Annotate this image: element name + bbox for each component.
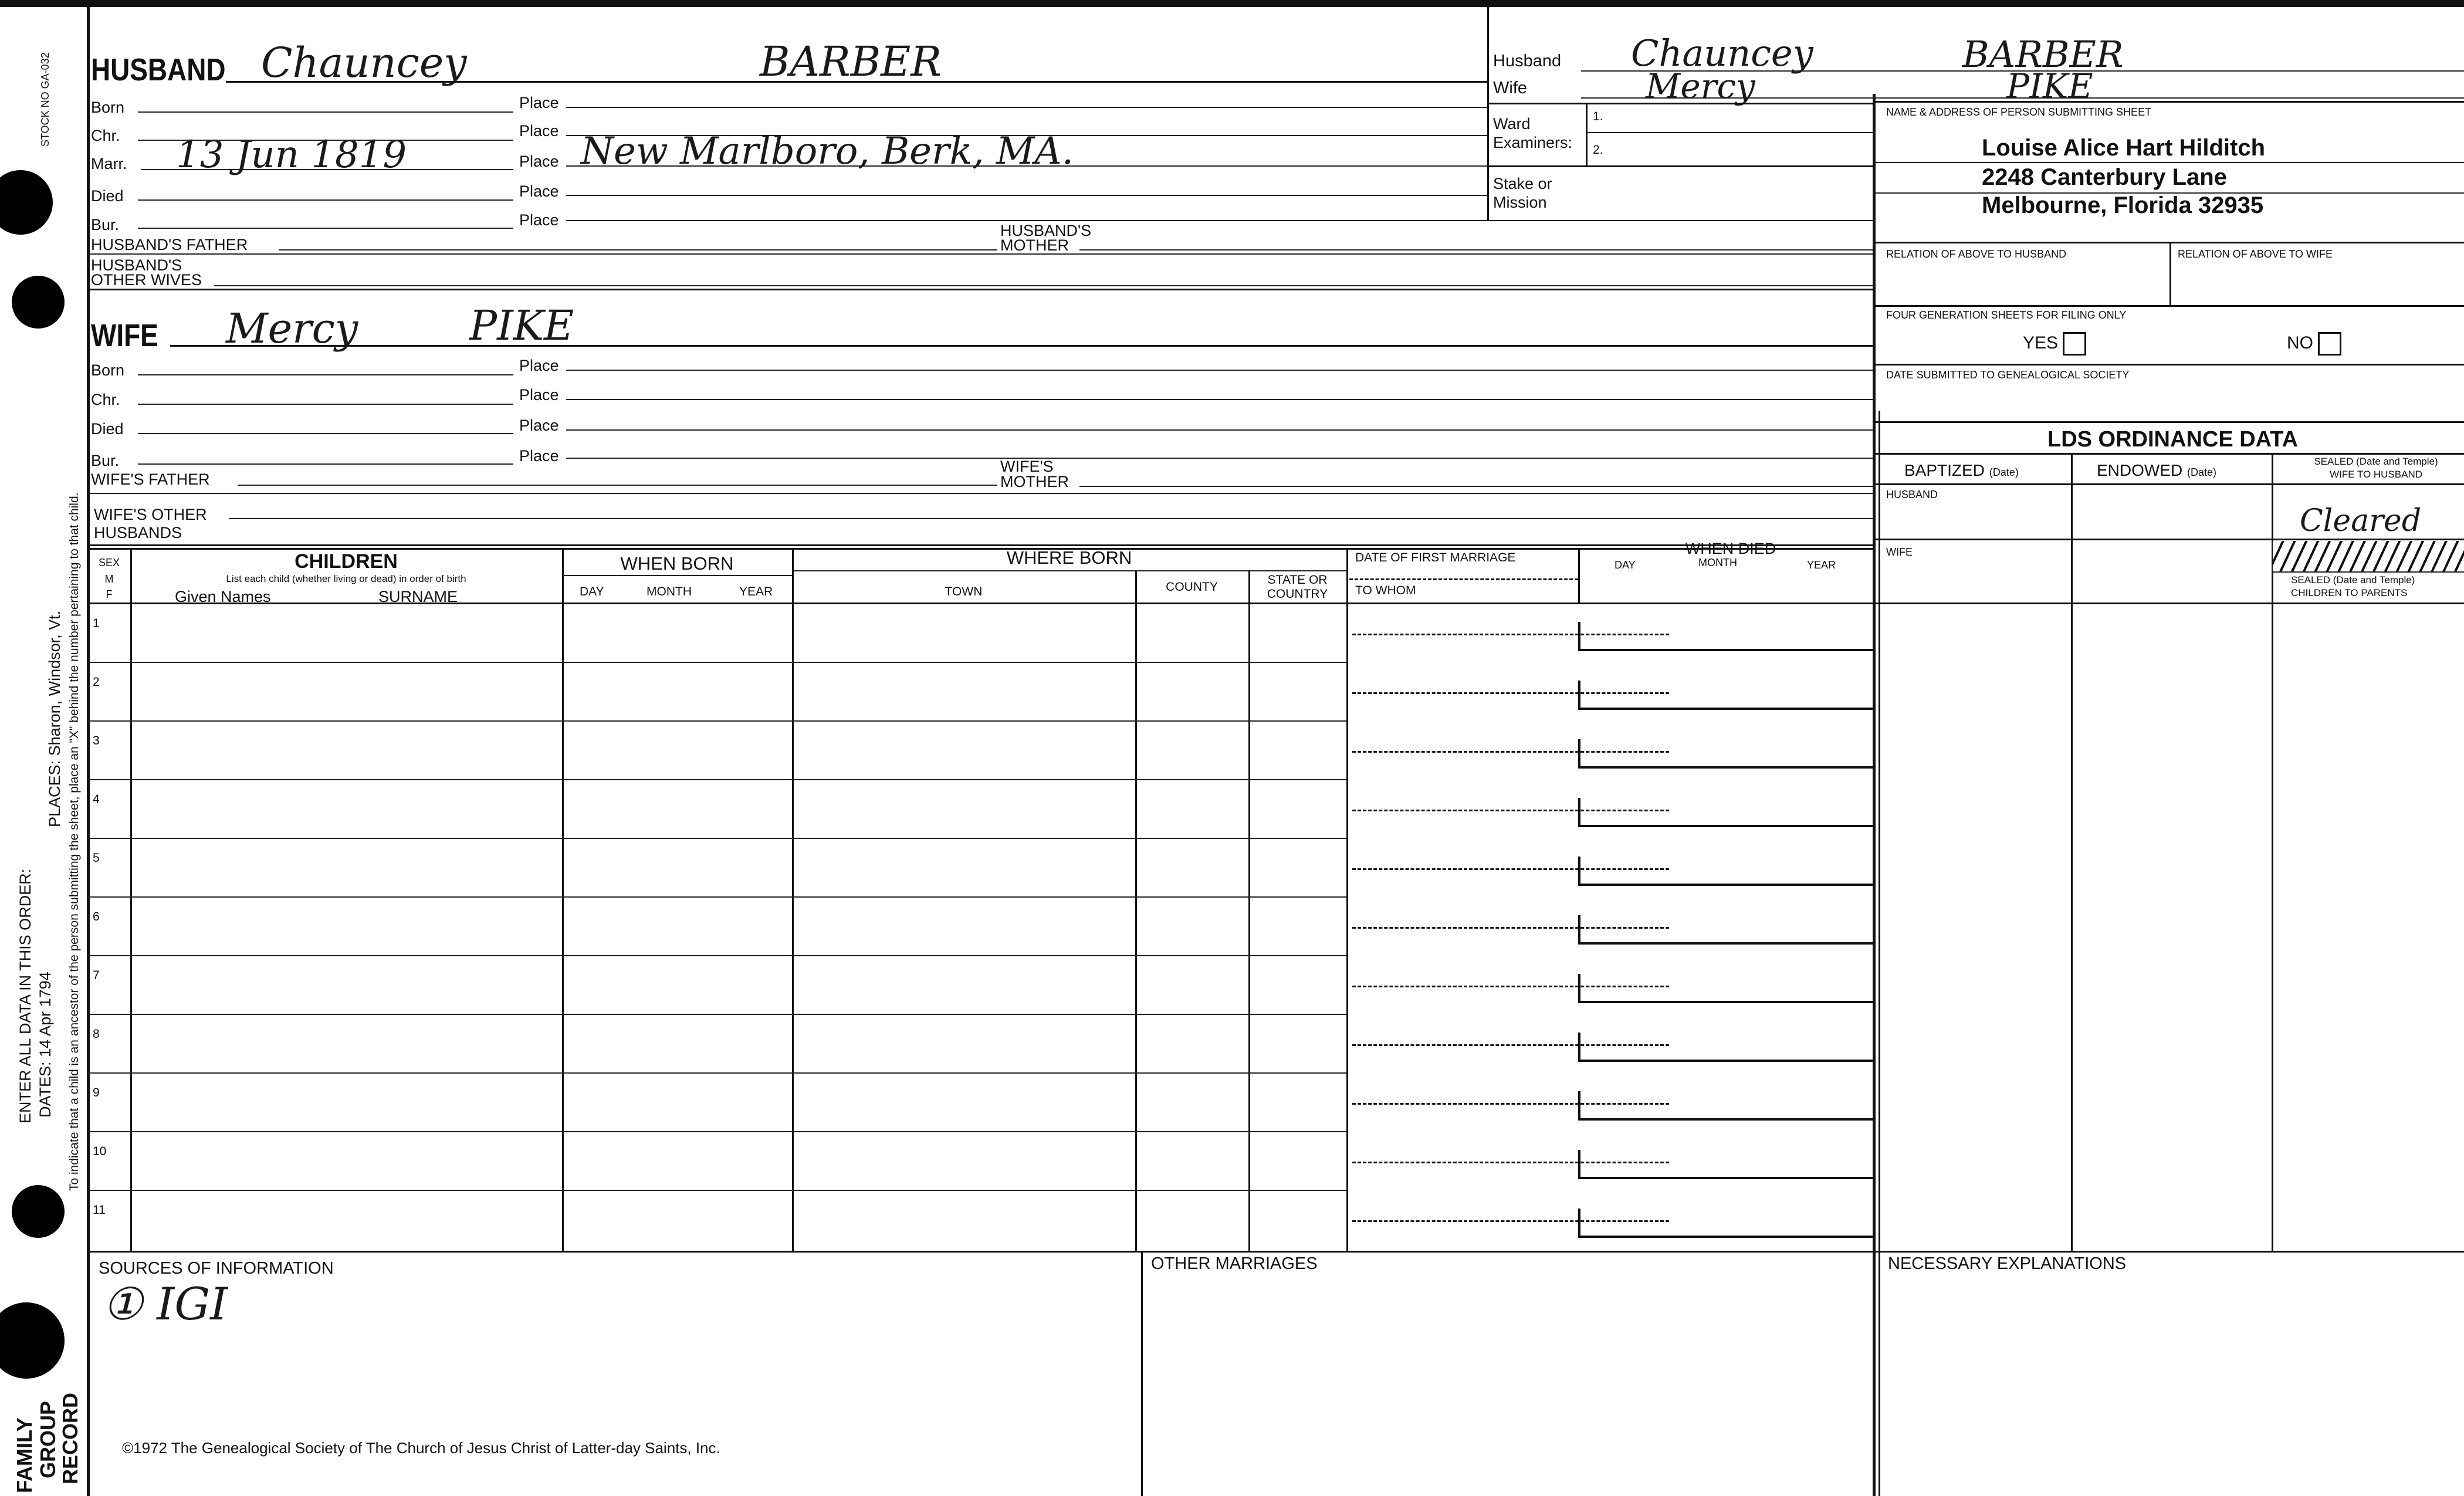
husband-born-label: Born: [91, 99, 125, 116]
wife-name-line: [170, 345, 1873, 347]
to-whom-header: TO WHOM: [1355, 584, 1416, 597]
wife-chr-place-label: Place: [519, 386, 559, 404]
husband-other-wives-line: [214, 285, 1873, 286]
county-header: COUNTY: [1166, 580, 1218, 594]
lds-hatched-area: [2273, 541, 2464, 571]
right-wife-label: Wife: [1493, 79, 1527, 97]
died-bracket: [1578, 857, 1874, 886]
stock-number: STOCK NO GA-032: [39, 52, 51, 147]
table-row[interactable]: [88, 722, 1873, 780]
copyright-text: ©1972 The Genealogical Society of The Church of Jesus Christ of Latter-day Saints, Inc.: [122, 1439, 720, 1457]
died-bracket: [1578, 681, 1874, 710]
sex-header-3: F: [106, 588, 113, 600]
table-row[interactable]: [88, 1015, 1873, 1074]
where-born-header: WHERE BORN: [1006, 547, 1132, 568]
lds-header-line: [1874, 483, 2464, 485]
husband-block-bottom: [88, 289, 1873, 290]
children-table-bottom: [88, 1251, 2464, 1253]
wife-given-name[interactable]: Mercy: [226, 304, 358, 353]
child-row-number: 6: [93, 910, 100, 923]
stake-label-2: Mission: [1493, 194, 1547, 211]
where-born-sub-line: [793, 570, 1346, 571]
no-checkbox[interactable]: [2318, 332, 2341, 356]
surname-header: SURNAME: [378, 588, 458, 605]
husband-born-place-label: Place: [519, 94, 559, 111]
town-header: TOWN: [945, 585, 983, 598]
wife-other-husbands-top-line: [88, 493, 1873, 494]
child-row-number: 7: [93, 969, 100, 982]
child-row-number: 2: [93, 675, 100, 689]
child-row-number: 4: [93, 793, 100, 806]
table-row[interactable]: [88, 839, 1873, 898]
lds-col-2: [2272, 453, 2273, 1251]
lds-endowed-date: (Date): [2187, 466, 2217, 478]
when-born-sub-line: [563, 575, 792, 576]
lds-wife-label: WIFE: [1886, 546, 1913, 558]
date-submitted-label: DATE SUBMITTED TO GENEALOGICAL SOCIETY: [1886, 369, 2130, 381]
submitter-label: NAME & ADDRESS OF PERSON SUBMITTING SHEET: [1886, 106, 2152, 118]
wife-bur-place-label: Place: [519, 447, 559, 465]
wife-chr-label: Chr.: [91, 391, 120, 408]
wife-died-label: Died: [91, 420, 124, 438]
binder-hole-1: [0, 170, 53, 235]
husband-marr-date[interactable]: 13 Jun 1819: [176, 133, 407, 177]
record-title-2: GROUP: [36, 1400, 60, 1478]
lds-col-1: [2071, 453, 2073, 1251]
examiner-2: 2.: [1593, 143, 1603, 157]
no-label: NO: [2287, 333, 2313, 353]
lds-husband-label: HUSBAND: [1886, 489, 1938, 500]
husband-died-place-label: Place: [519, 182, 559, 200]
stake-label-1: Stake or: [1493, 175, 1552, 192]
child-row-number: 3: [93, 734, 100, 747]
husband-label: HUSBAND: [91, 52, 226, 87]
child-row-number: 5: [93, 851, 100, 865]
wife-other-husbands-label-1: WIFE'S OTHER: [94, 506, 207, 523]
husband-father-label: HUSBAND'S FATHER: [91, 236, 248, 253]
lds-baptized-label: BAPTIZED: [1904, 461, 1985, 479]
wife-born-place-line: [566, 370, 1873, 371]
lds-sealed-children-2: CHILDREN TO PARENTS: [2291, 587, 2408, 598]
four-gen-bottom-line: [1874, 364, 2464, 365]
died-day-header: DAY: [1615, 559, 1636, 571]
died-bracket: [1578, 1209, 1874, 1238]
wife-bur-place-line: [566, 458, 1873, 459]
right-wife-surname[interactable]: PIKE: [2006, 66, 2093, 106]
table-row[interactable]: [88, 1074, 1873, 1132]
state-header-2: COUNTRY: [1267, 587, 1328, 601]
died-month-header: MONTH: [1698, 557, 1737, 568]
wife-bur-line: [138, 463, 513, 465]
examiners-label: Examiners:: [1493, 134, 1573, 151]
husband-mother-line: [1079, 249, 1873, 251]
ward-top-line: [1489, 103, 1873, 104]
husband-bur-label: Bur.: [91, 216, 120, 233]
wife-died-place-label: Place: [519, 417, 559, 434]
lds-endowed-label: ENDOWED: [2097, 461, 2183, 479]
table-row[interactable]: [88, 663, 1873, 722]
died-bracket: [1578, 798, 1874, 827]
right-husband-label: Husband: [1493, 52, 1562, 70]
col-died-divider: [1578, 548, 1580, 603]
wife-born-place-label: Place: [519, 357, 559, 374]
lds-sealed-wife-2: WIFE TO HUSBAND: [2329, 469, 2423, 480]
husband-given-name[interactable]: Chauncey: [261, 39, 467, 87]
binder-hole-3: [12, 1185, 65, 1238]
died-bracket: [1578, 1150, 1874, 1179]
wife-other-husbands-label-2: HUSBANDS: [94, 524, 182, 541]
wife-other-husbands-line: [229, 518, 1873, 519]
table-row[interactable]: [88, 604, 1873, 663]
died-bracket: [1578, 622, 1874, 651]
lds-endowed-header: [2097, 462, 2216, 479]
husband-other-wives-label-1: HUSBAND'S: [91, 256, 182, 274]
sources-label: SOURCES OF INFORMATION: [99, 1259, 334, 1278]
wife-chr-place-line: [566, 399, 1873, 400]
ward-bottom-line: [1489, 165, 1873, 167]
yes-label: YES: [2023, 333, 2059, 353]
table-row[interactable]: [88, 780, 1873, 839]
submitter-street[interactable]: 2248 Canterbury Lane: [1982, 164, 2227, 190]
given-names-header: Given Names: [175, 588, 271, 605]
lds-baptized-header: [1904, 462, 2019, 479]
child-row-number: 8: [93, 1027, 100, 1041]
submitter-top-line: [1874, 101, 2464, 103]
wife-mother-line: [1079, 486, 1873, 487]
first-marriage-header: DATE OF FIRST MARRIAGE: [1355, 551, 1516, 564]
husband-chr-place-label: Place: [519, 122, 559, 140]
wife-bur-label: Bur.: [91, 452, 120, 469]
died-bracket: [1578, 915, 1874, 945]
enter-all-note: ENTER ALL DATA IN THIS ORDER:: [16, 868, 34, 1123]
husband-other-wives-top-line: [88, 253, 1873, 255]
table-row[interactable]: [88, 1132, 1873, 1191]
right-section-divider: [1873, 94, 1876, 1496]
explanations-label: NECESSARY EXPLANATIONS: [1888, 1254, 2127, 1273]
other-marriages-label: OTHER MARRIAGES: [1151, 1254, 1318, 1273]
wife-father-label: WIFE'S FATHER: [91, 471, 210, 488]
top-border: [0, 0, 2464, 7]
table-row[interactable]: [88, 1191, 1873, 1250]
sources-value[interactable]: ① IGI: [103, 1278, 228, 1330]
wife-born-line: [138, 374, 513, 375]
wife-block-bottom: [88, 544, 1873, 546]
bottom-divider: [1141, 1251, 1143, 1496]
husband-bur-line: [138, 228, 513, 229]
child-row-number: 10: [93, 1145, 107, 1158]
husband-chr-label: Chr.: [91, 127, 120, 144]
examiner-1-line: [1587, 132, 1873, 133]
yes-checkbox[interactable]: [2063, 332, 2086, 356]
husband-marr-place[interactable]: New Marlboro, Berk, MA.: [581, 130, 1074, 173]
lds-title-line: [1874, 453, 2464, 455]
record-title-3: RECORD: [58, 1392, 82, 1484]
died-bracket: [1578, 1033, 1874, 1062]
lds-sealed-children-1: SEALED (Date and Temple): [2291, 574, 2415, 585]
submitter-city[interactable]: Melbourne, Florida 32935: [1982, 192, 2264, 218]
lds-husband-bottom: [1874, 539, 2464, 540]
places-note: PLACES: Sharon, Windsor, Vt.: [46, 610, 63, 827]
right-husband-surname[interactable]: BARBER: [1962, 33, 2124, 76]
husband-died-place-line: [566, 195, 1487, 196]
no-option[interactable]: [2287, 332, 2341, 356]
husband-marr-label: Marr.: [91, 155, 127, 172]
died-bracket: [1578, 1091, 1874, 1121]
husband-bur-place-label: Place: [519, 211, 559, 229]
right-section-divider-2: [1879, 411, 1880, 1496]
date-submitted-bottom-line: [1874, 421, 2464, 423]
husband-father-line: [279, 249, 997, 251]
husband-mother-label-1: HUSBAND'S: [1000, 222, 1092, 239]
children-note: List each child (whether living or dead) in order of birth: [226, 573, 466, 584]
dates-note: DATES: 14 Apr 1794: [36, 972, 54, 1118]
state-header-1: STATE OR: [1267, 573, 1328, 587]
wife-mother-label-2: MOTHER: [1000, 473, 1069, 490]
wife-mother-label-1: WIFE'S: [1000, 458, 1054, 475]
wife-chr-line: [138, 404, 513, 405]
child-row-number: 11: [93, 1203, 106, 1217]
sex-header-1: SEX: [98, 557, 120, 568]
record-title-1: FAMILY: [12, 1417, 36, 1493]
husband-surname[interactable]: BARBER: [760, 38, 942, 86]
table-row[interactable]: [88, 898, 1873, 956]
born-month-header: MONTH: [647, 585, 692, 598]
husband-other-wives-label-2: OTHER WIVES: [91, 271, 202, 289]
wife-born-label: Born: [91, 361, 125, 379]
ward-label: Ward: [1493, 115, 1531, 133]
husband-born-line: [138, 111, 513, 113]
binder-hole-4: [0, 1302, 65, 1379]
right-husband-given[interactable]: Chauncey: [1631, 32, 1813, 75]
relation-wife-label: RELATION OF ABOVE TO WIFE: [2178, 248, 2333, 260]
husband-bur-place-line: [566, 220, 1873, 221]
died-bracket: [1578, 739, 1874, 769]
when-born-header: WHEN BORN: [620, 553, 734, 574]
child-row-number: 1: [93, 617, 100, 630]
lds-sealed-value[interactable]: Cleared: [2300, 503, 2422, 539]
died-bracket: [1578, 974, 1874, 1003]
child-row-number: 9: [93, 1086, 100, 1099]
husband-died-line: [138, 199, 513, 201]
died-year-header: YEAR: [1807, 559, 1836, 571]
table-row[interactable]: [88, 956, 1873, 1015]
yes-option[interactable]: [2023, 332, 2086, 356]
born-day-header: DAY: [580, 585, 604, 598]
header-divider: [1487, 7, 1489, 220]
wife-father-line: [238, 485, 997, 486]
submitter-name[interactable]: Louise Alice Hart Hilditch: [1982, 135, 2266, 161]
husband-died-label: Died: [91, 187, 124, 205]
wife-surname[interactable]: PIKE: [469, 302, 574, 350]
binder-hole-2: [12, 276, 65, 329]
lds-sealed-wife-1: SEALED (Date and Temple): [2314, 456, 2438, 467]
lds-title: LDS ORDINANCE DATA: [2047, 427, 2299, 452]
lds-hatch-bottom: [2273, 571, 2464, 573]
wife-label: WIFE: [91, 318, 158, 353]
child-ancestor-note: To indicate that a child is an ancestor of the person submitting the sheet, place an "X" behind the number pertaining to that child.: [67, 492, 81, 1191]
children-title: CHILDREN: [295, 550, 398, 573]
relation-bottom-line: [1874, 305, 2464, 307]
wife-died-line: [138, 433, 513, 434]
examiner-1: 1.: [1593, 110, 1603, 123]
sex-header-2: M: [104, 573, 114, 585]
born-year-header: YEAR: [739, 585, 773, 598]
when-died-header: WHEN DIED: [1685, 540, 1776, 557]
relation-divider: [2169, 242, 2171, 305]
four-gen-label: FOUR GENERATION SHEETS FOR FILING ONLY: [1886, 309, 2127, 321]
first-marriage-dash: [1349, 578, 1578, 580]
lds-baptized-date: (Date): [1989, 466, 2019, 478]
husband-born-place-line: [566, 107, 1487, 108]
right-wife-given[interactable]: Mercy: [1646, 66, 1755, 106]
ward-divider: [1586, 103, 1588, 166]
wife-died-place-line: [566, 429, 1873, 431]
submitter-line-1: [1874, 162, 2464, 163]
husband-mother-label-2: MOTHER: [1000, 236, 1069, 254]
husband-marr-place-label: Place: [519, 153, 559, 170]
relation-husband-label: RELATION OF ABOVE TO HUSBAND: [1886, 248, 2067, 260]
